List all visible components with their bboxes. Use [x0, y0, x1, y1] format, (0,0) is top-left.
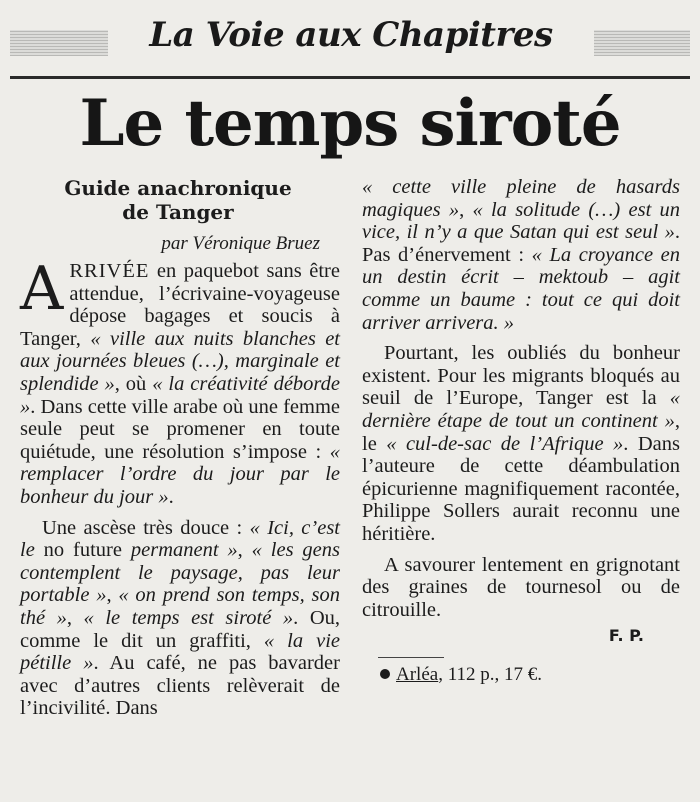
publication-info: , 112 p., 17 €. [438, 664, 542, 686]
footnote-rule [378, 657, 444, 658]
book-title [20, 176, 340, 224]
article-headline: Le temps siroté [79, 86, 621, 161]
section-rubric: La Voie aux Chapitres [149, 15, 553, 55]
paragraph-2-continued: « cette ville pleine de hasards magiques », « la solitude (…) est un vice, il n’y a que Satan qui est seul ». Pas d’énervement : « La croyance en un destin écrit – mektoub – agit comme un baume : tout ce qui doit arriver arrivera. » [362, 176, 681, 334]
paragraph-2: Une ascèse très douce : « Ici, c’est le no future permanent », « les gens contemplent le paysage, pas leur portable », « on prend son temps, son thé », « le temps est siroté ». Ou, comme le dit un graffiti, « la vie pétille ». Au café, ne pas bavarder avec d’autres clients relèverait de l’incivilité. Dans [20, 516, 341, 720]
bullet-icon [380, 669, 390, 679]
publisher-name: Arléa [396, 664, 439, 686]
lead-word: RRIVÉE [69, 260, 150, 282]
publication-details [362, 664, 680, 686]
rubric-bar-left [10, 30, 108, 56]
paragraph-1: ARRIVÉE en paquebot sans être attendue, l’écrivaine-voyageuse dépose bagages et soucis à Tanger, « ville aux nuits blanches et aux journées bleues (…), marginale et splendide », où « la créativité déborde ». Dans cette ville arabe où une femme seule peut se promener en toute quiétude, une résolution s’impose : « remplacer l’ordre du jour par le bonheur du jour ». [20, 254, 341, 508]
drop-cap: A [20, 254, 64, 324]
paragraph-2-continues: . Au café, ne pas bavarder avec d’autres clients relèverait de l’incivilité. Dans [20, 652, 340, 720]
column-right [362, 176, 680, 686]
author-initials: F. P. [608, 626, 644, 646]
book-title-line-1: Guide anachronique [64, 176, 292, 200]
rubric-bar-right [594, 30, 690, 56]
header-rule [10, 76, 690, 79]
paragraph-3: Pourtant, les oubliés du bonheur existent. Pour les migrants bloqués au seuil de l’Europe, Tanger est la « dernière étape de tout un continent », le « cul-de-sac de l’Afrique ». Dans l’auteure de cette déambulation épicurienne magnifiquement racontée, Philippe Sollers aurait reconnu une héritière. [362, 342, 681, 545]
paragraph-4: A savourer lentement en grignotant des graines de tournesol ou de citrouille. [362, 553, 680, 621]
book-title-line-2: de Tanger [122, 200, 234, 224]
column-left [20, 176, 340, 720]
author-byline: par Véronique Bruez [161, 233, 320, 254]
